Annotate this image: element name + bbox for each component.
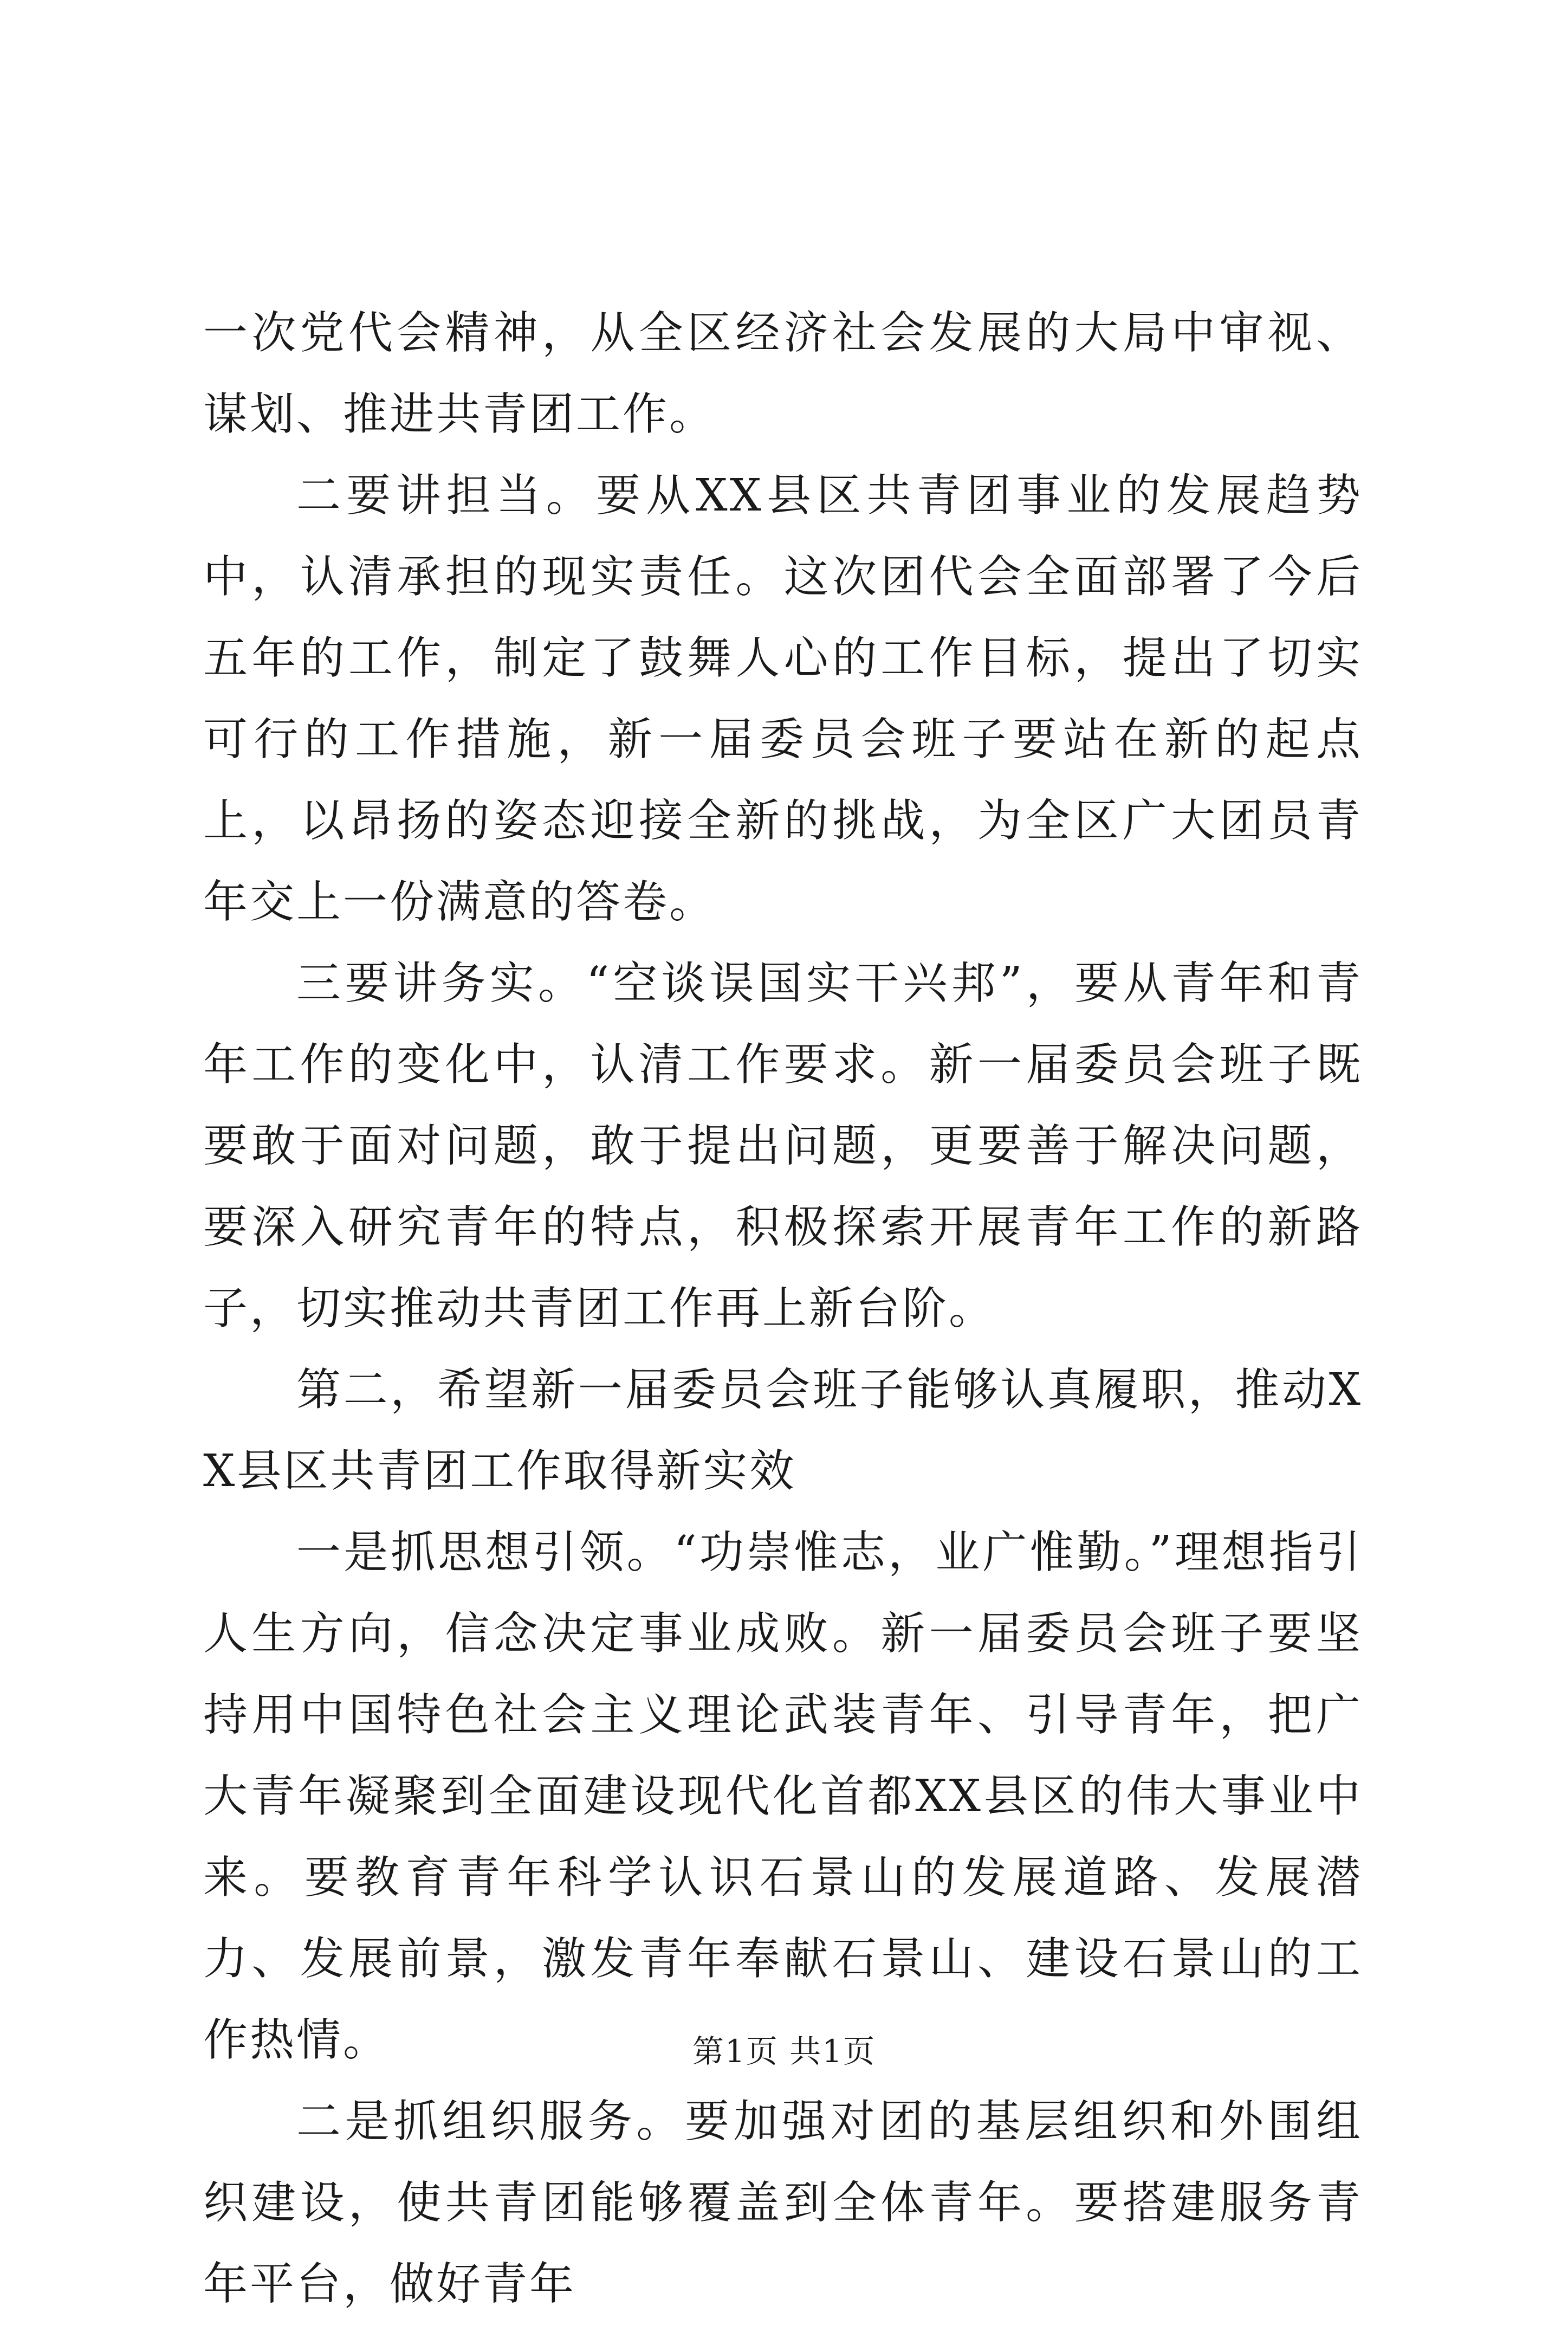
paragraph-organization-service: 二是抓组织服务。要加强对团的基层组织和外围组织建设，使共青团能够覆盖到全体青年。要搭建服务青年平台，做好青年 bbox=[203, 2096, 1363, 2310]
paragraph-continuation: 一次党代会精神，从全区经济社会发展的大局中审视、谋划、推进共青团工作。 bbox=[203, 307, 1363, 440]
paragraph-responsibility: 二要讲担当。要从XX县区共青团事业的发展趋势中，认清承担的现实责任。这次团代会全面部署了今后五年的工作，制定了鼓舞人心的工作目标，提出了切实可行的工作措施，新一届委员会班子要站在新的起点上，以昂扬的姿态迎接全新的挑战，为全区广大团员青年交上一份满意的答卷。 bbox=[203, 470, 1363, 928]
document-body bbox=[203, 293, 1363, 2325]
page-footer: 第1页 共1页 bbox=[692, 2033, 876, 2070]
paragraph-pragmatism: 三要讲务实。“空谈误国实干兴邦”，要从青年和青年工作的变化中，认清工作要求。新一届委员会班子既要敢于面对问题，敢于提出问题，更要善于解决问题，要深入研究青年的特点，积极探索开展青年工作的新路子，切实推动共青团工作再上新台阶。 bbox=[203, 958, 1363, 1334]
paragraph-ideological-guidance: 一是抓思想引领。“功崇惟志，业广惟勤。”理想指引人生方向，信念决定事业成败。新一届委员会班子要坚持用中国特色社会主义理论武装青年、引导青年，把广大青年凝聚到全面建设现代化首都XX县区的伟大事业中来。要教育青年科学认识石景山的发展道路、发展潜力、发展前景，激发青年奉献石景山、建设石景山的工作热情。 bbox=[203, 1527, 1363, 2066]
paragraph-second-heading: 第二，希望新一届委员会班子能够认真履职，推动XX县区共青团工作取得新实效 bbox=[203, 1364, 1363, 1497]
